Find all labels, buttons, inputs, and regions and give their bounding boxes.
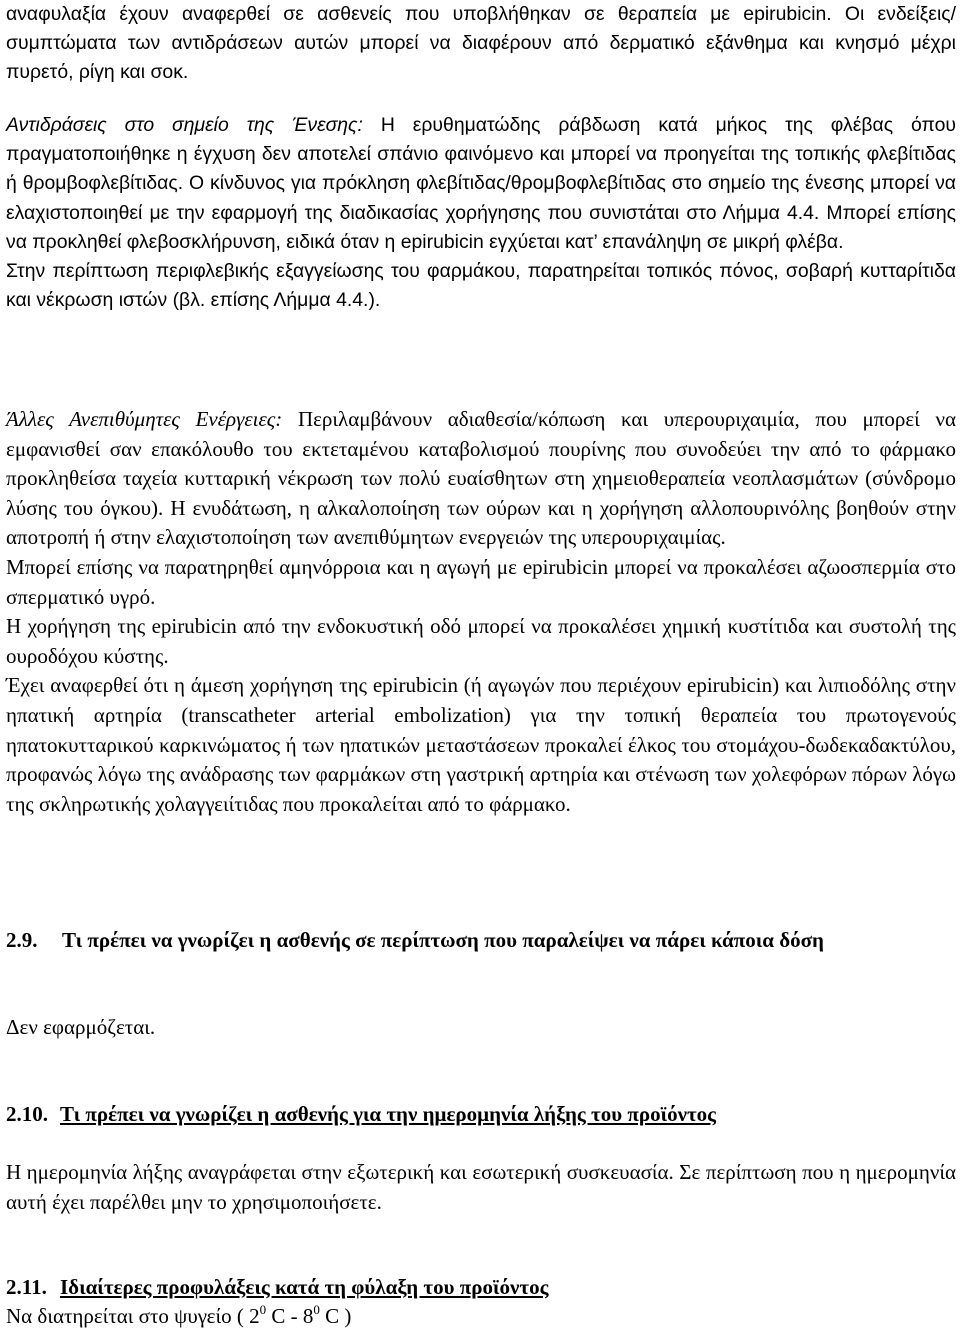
section-2-10-text: Η ημερομηνία λήξης αναγράφεται στην εξωτερική και εσωτερική συσκευασία. Σε περίπτωση που η ημερομηνία αυτή έχει παρέλθει μην το χρησιμοποιήσετε. [6,1160,956,1214]
other-effects-text: Περιλαμβάνουν αδιαθεσία/κόπωση και υπερουριχαιμία, που μπορεί να εμφανισθεί σαν επακόλουθο του εκτεταμένου καταβολισμού πουρίνης που συνοδεύει την από το φάρμακο προκληθείσα ταχεία κυτταρική νέκρωση των πολύ ευαίσθητων στη χημειοθεραπεία νεοπλασμάτων (σύνδρομο λύσης του όγκου). Η ενυδάτωση, η αλκαλοποίηση των ούρων και η χορήγηση αλλοπουρινόλης βοηθούν στην αποτροπή ή στην ελαχιστοποίηση των ανεπιθύμητων ενεργειών της υπερουριχαιμίας. [6,407,956,550]
degree-sup-2: 0 [313,1302,320,1317]
other-effects-paragraph [6,405,956,553]
degree-sup-1: 0 [259,1302,267,1317]
intro-paragraph [6,0,956,88]
section-2-9-number: 2.9. [6,928,38,952]
section-2-10-heading [6,1100,956,1130]
section-2-11-heading [6,1273,956,1303]
section-2-9-heading [6,926,956,956]
section-2-11-title: Ιδιαίτερες προφυλάξεις κατά τη φύλαξη του προϊόντος [60,1275,549,1299]
storage-prefix: Να διατηρείται στο ψυγείο ( 2 [6,1304,260,1328]
extravasation-paragraph: Στην περίπτωση περιφλεβικής εξαγγείωσης του φαρμάκου, παρατηρείται τοπικός πόνος, σοβαρή κυτταρίτιδα και νέκρωση ιστών (βλ. επίσης Λήμμα 4.4.). [6,260,956,312]
section-2-9-title: Τι πρέπει να γνωρίζει η ασθενής σε περίπτωση που παραλείψει να πάρει κάποια δόση [62,928,824,952]
injection-site-section [6,111,956,315]
section-2-10-title: Τι πρέπει να γνωρίζει η ασθενής για την ημερομηνία λήξης του προϊόντος [60,1102,717,1126]
embolization-paragraph: Έχει αναφερθεί ότι η άμεση χορήγηση της epirubicin (ή αγωγών που περιέχουν epirubicin) και λιπιοδόλης στην ηπατική αρτηρία (transcatheter arterial embolization) για την τοπική θεραπεία του πρωτογενούς ηπατοκυτταρικού καρκινώματος ή των ηπατικών μεταστάσεων προκαλεί έλκος του στομάχου-δωδεκαδακτύλου, προφανώς λόγω της ανάδρασης των φαρμάκων στη γαστρική αρτηρία και στένωση των χολεφόρων πόρων λόγω της σκληρωτικής χολαγγειίτιδας που προκαλείται από το φάρμακο. [6,673,956,816]
injection-site-text: Η ερυθηματώδης ράβδωση κατά μήκος της φλέβας όπου πραγματοποιήθηκε η έγχυση δεν αποτελεί σπάνιο φαινόμενο και μπορεί να προηγείται της τοπικής φλεβίτιδας ή θρομβοφλεβίτιδας. Ο κίνδυνος για πρόκληση φλεβίτιδας/θρομβοφλεβίτιδας στο σημείο της ένεσης μπορεί να ελαχιστοποιηθεί με την εφαρμογή της διαδικασίας χορήγησης που συνιστάται στο Λήμμα 4.4. Μπορεί επίσης να προκληθεί φλεβοσκλήρυνση, ειδικά όταν η epirubicin εγχύεται κατ’ επανάληψη σε μικρή φλέβα. [6,114,956,253]
other-effects-section [6,405,956,819]
intro-text: αναφυλαξία έχουν αναφερθεί σε ασθενείς που υποβλήθηκαν σε θεραπεία με epirubicin. Οι ενδείξεις/συμπτώματα των αντιδράσεων αυτών μπορεί να διαφέρουν από δερματικό εξάνθημα και κνησμό μέχρι πυρετό, ρίγη και σοκ. [6,3,956,84]
storage-mid: C - 8 [266,1304,314,1328]
cystitis-paragraph: Η χορήγηση της epirubicin από την ενδοκυστική οδό μπορεί να προκαλέσει χημική κυστίτιδα και συστολή της ουροδόχου κύστης. [6,614,956,668]
section-2-9-text: Δεν εφαρμόζεται. [6,1015,156,1039]
storage-suffix: C ) [319,1304,352,1328]
section-2-9-body [6,1013,956,1043]
section-2-10-body [6,1158,956,1217]
section-2-10-number: 2.10. [6,1102,48,1126]
injection-site-paragraph [6,111,956,257]
injection-site-label: Αντιδράσεις στο σημείο της Ένεσης: [6,114,363,136]
storage-instruction [6,1302,956,1332]
section-2-11-body [6,1302,956,1332]
amenorrhea-paragraph: Μπορεί επίσης να παρατηρηθεί αμηνόρροια και η αγωγή με epirubicin μπορεί να προκαλέσει αζωοσπερμία στο σπερματικό υγρό. [6,554,956,609]
other-effects-label: Άλλες Ανεπιθύμητες Ενέργειες: [6,407,283,431]
section-2-11-number: 2.11. [6,1275,47,1299]
